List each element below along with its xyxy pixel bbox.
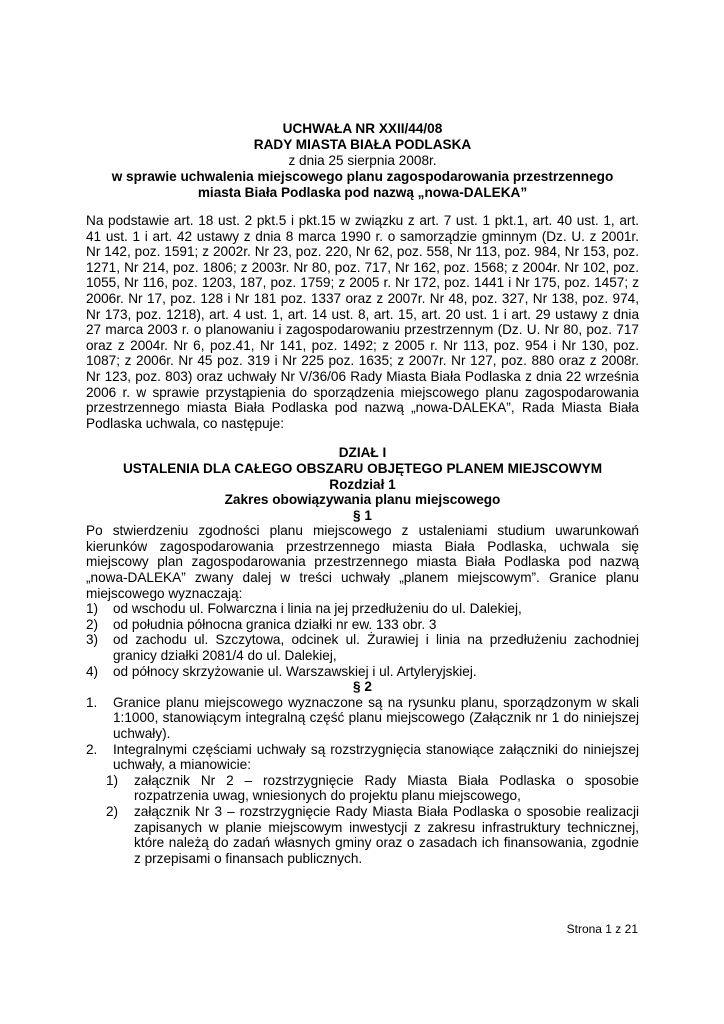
list-item-number: 2. <box>86 741 98 757</box>
sublist-item-number: 1) <box>106 772 119 788</box>
list-item <box>86 632 639 663</box>
paragraph-2-sublist <box>86 773 639 867</box>
chapter-number: Rozdział 1 <box>329 476 396 492</box>
sublist-item-text: załącznik Nr 3 – rozstrzygnięcie Rady Miasta Biała Podlaska o sposobie realizacji zapisanych w planie miejscowym inwestycji z zakresu infrastruktury technicznej, które należą do zadań własnych gminy oraz o zasadach ich finansowania, zgodnie z przepisami o finansach publicznych. <box>134 803 639 866</box>
sublist-item-text: załącznik Nr 2 – rozstrzygnięcie Rady Miasta Biała Podlaska o sposobie rozpatrzenia uwag, wniesionych do projektu planu miejscowego, <box>134 772 639 804</box>
preamble-paragraph: Na podstawie art. 18 ust. 2 pkt.5 i pkt.15 w związku z art. 7 ust. 1 pkt.1, art. 40 ust. 1, art. 41 ust. 1 i art. 42 ustawy z dnia 8 marca 1990 r. o samorządzie gminnym (Dz. U. z 2001r. Nr 142, poz. 1591; z 2002r. Nr 23, poz. 220, Nr 62, poz. 558, Nr 113, poz. 984, Nr 153, poz. 1271, Nr 214, poz. 1806; z 2003r. Nr 80, poz. 717, Nr 162, poz. 1568; z 2004r. Nr 102, poz. 1055, Nr 116, poz. 1203, 187, poz. 1759; z 2005 r. Nr 172, poz. 1441 i Nr 175, poz. 1457; z 2006r. Nr 17, poz. 128 i Nr 181 poz. 1337 oraz z 2007r. Nr 48, poz. 327, Nr 138, poz. 974, Nr 173, poz. 1218), art. 4 ust. 1, art. 14 ust. 8, art. 15, art. 20 ust. 1 i art. 29 ustawy z dnia 27 marca 2003 r. o planowaniu i zagospodarowaniu przestrzennym (Dz. U. Nr 80, poz. 717 oraz z 2004r. Nr 6, poz.41, Nr 141, poz. 1492; z 2005 r. Nr 113, poz. 954 i Nr 130, poz. 1087; z 2006r. Nr 45 poz. 319 i Nr 225 poz. 1635; z 2007r. Nr 127, poz. 880 oraz z 2008r. Nr 123, poz. 803) oraz uchwały Nr V/36/06 Rady Miasta Biała Podlaska z dnia 22 września 2006 r. w sprawie przystąpienia do sporządzenia miejscowego planu zagospodarowania przestrzennego miasta Biała Podlaska pod nazwą „nowa-DALEKA”, Rada Miasta Biała Podlaska uchwala, co następuje: <box>86 213 639 431</box>
paragraph-2-list <box>86 695 639 867</box>
resolution-header <box>86 121 639 201</box>
resolution-number: UCHWAŁA NR XXII/44/08 <box>282 121 443 136</box>
paragraph-1-text: Po stwierdzeniu zgodności planu miejscowego z ustaleniami studium uwarunkowań kierunków zagospodarowania przestrzennego miasta Biała Podlaska, uchwala się miejscowy plan zagospodarowania przestrzennego miasta Biała Podlaska pod nazwą „nowa-DALEKA” zwany dalej w treści uchwały „planem miejscowym”. Granice planu miejscowego wyznaczają: <box>86 523 639 601</box>
list-item-number: 2) <box>86 616 99 632</box>
list-item-text: od północy skrzyżowanie ul. Warszawskiej i ul. Artyleryjskiej. <box>113 663 477 679</box>
list-item-number: 1. <box>86 694 98 710</box>
list-item-text: od zachodu ul. Szczytowa, odcinek ul. Żurawiej i linia na przedłużeniu zachodniej granicy działki 2081/4 do ul. Dalekiej, <box>113 632 639 664</box>
paragraph-2-heading: § 2 <box>353 679 372 695</box>
list-item <box>86 601 639 617</box>
division-heading <box>86 445 639 523</box>
list-item-text: od wschodu ul. Folwarczna i linia na jej przedłużeniu do ul. Dalekiej, <box>113 601 522 617</box>
council-name: RADY MIASTA BIAŁA PODLASKA <box>253 137 472 152</box>
list-item <box>86 664 639 680</box>
resolution-subject-line1: w sprawie uchwalenia miejscowego planu zagospodarowania przestrzennego <box>111 169 614 184</box>
list-item <box>86 617 639 633</box>
document-page <box>86 121 639 866</box>
division-title: DZIAŁ I <box>338 445 387 461</box>
sublist-item-number: 2) <box>106 803 119 819</box>
paragraph-1-list <box>86 601 639 679</box>
sublist-item <box>86 773 639 804</box>
list-item <box>86 742 639 867</box>
list-item-number: 3) <box>86 632 99 648</box>
resolution-subject-line2: miasta Biała Podlaska pod nazwą „nowa-DALEKA” <box>197 185 528 200</box>
list-item-text: Granice planu miejscowego wyznaczone są na rysunku planu, sporządzonym w skali 1:1000, stanowiącym integralną część planu miejscowego (Załącznik nr 1 do niniejszej uchwały). <box>113 694 639 741</box>
sublist-item <box>86 804 639 866</box>
list-item-text: od południa północna granica działki nr ew. 133 obr. 3 <box>113 616 437 632</box>
list-item-number: 1) <box>86 601 99 617</box>
page-number: Strona 1 z 21 <box>566 922 638 936</box>
list-item-text: Integralnymi częściami uchwały są rozstrzygnięcia stanowiące załączniki do niniejszej uchwały, a mianowicie: <box>113 741 639 773</box>
list-item-number: 4) <box>86 663 99 679</box>
division-subtitle: USTALENIA DLA CAŁEGO OBSZARU OBJĘTEGO PLANEM MIEJSCOWYM <box>122 460 603 476</box>
resolution-date: z dnia 25 sierpnia 2008r. <box>288 153 437 168</box>
list-item <box>86 695 639 742</box>
chapter-title: Zakres obowiązywania planu miejscowego <box>224 492 501 508</box>
paragraph-1-heading: § 1 <box>353 507 372 523</box>
